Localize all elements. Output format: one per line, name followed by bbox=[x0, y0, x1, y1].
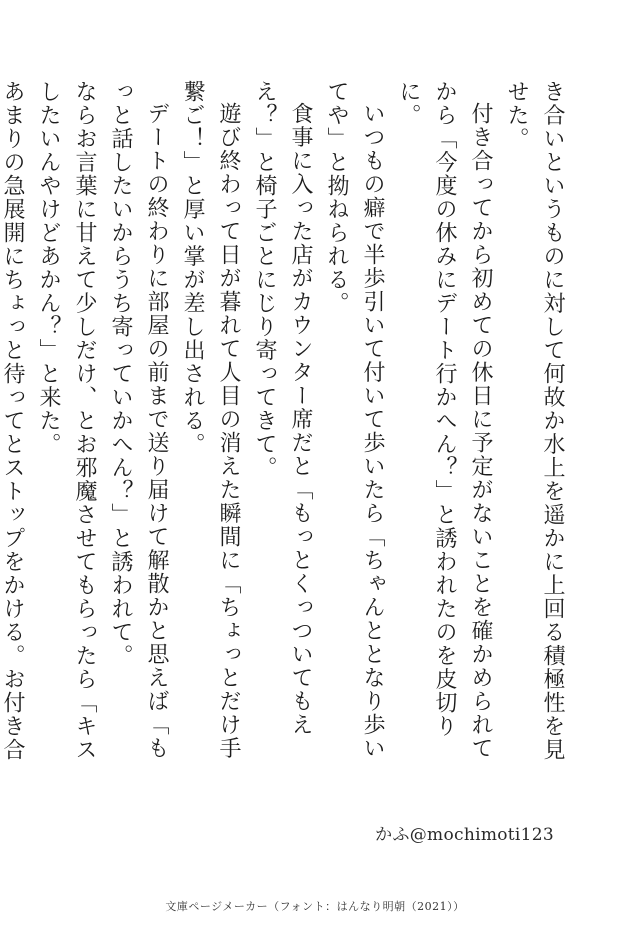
paragraph: 付き合ってから初めての休日に予定がないことを確かめられてから「今度の休みにデート行かへん？」と誘われたのを皮切りに。 bbox=[396, 80, 493, 760]
author-credit: かふ@mochimoti123 bbox=[375, 825, 554, 845]
paragraph: あまりの急展開にちょっと待ってとストップをかける。お付き合 bbox=[0, 80, 25, 762]
footer-credit: 文庫ページメーカー（フォント：はんなり明朝（2021）） bbox=[165, 900, 465, 913]
paragraph: 遊び終わって日が暮れて人目の消えた瞬間に「ちょっとだけ手繋ご！」と厚い掌が差し出される。 bbox=[180, 80, 241, 760]
paragraph: いつもの癖で半歩引いて付いて歩いたら「ちゃんととなり歩いてや」と拗ねられる。 bbox=[324, 80, 385, 760]
paragraph: ならお言葉に甘えて少しだけ、とお邪魔させてもらったら「キスしたいんやけどあかん？」と来た。 bbox=[36, 80, 97, 762]
paragraph: き合いというものに対して何故か水上を遥かに上回る積極性を見せた。 bbox=[504, 80, 565, 762]
paragraph: 食事に入った店がカウンター席だと「もっとくっついてもええ？」と椅子ごとにじり寄ってきて。 bbox=[252, 80, 313, 737]
paragraph: デートの終わりに部屋の前まで送り届けて解散かと思えば「もっと話したいからうち寄っていかへん？」と誘われて。 bbox=[108, 80, 169, 760]
vertical-text-body bbox=[0, 80, 570, 780]
